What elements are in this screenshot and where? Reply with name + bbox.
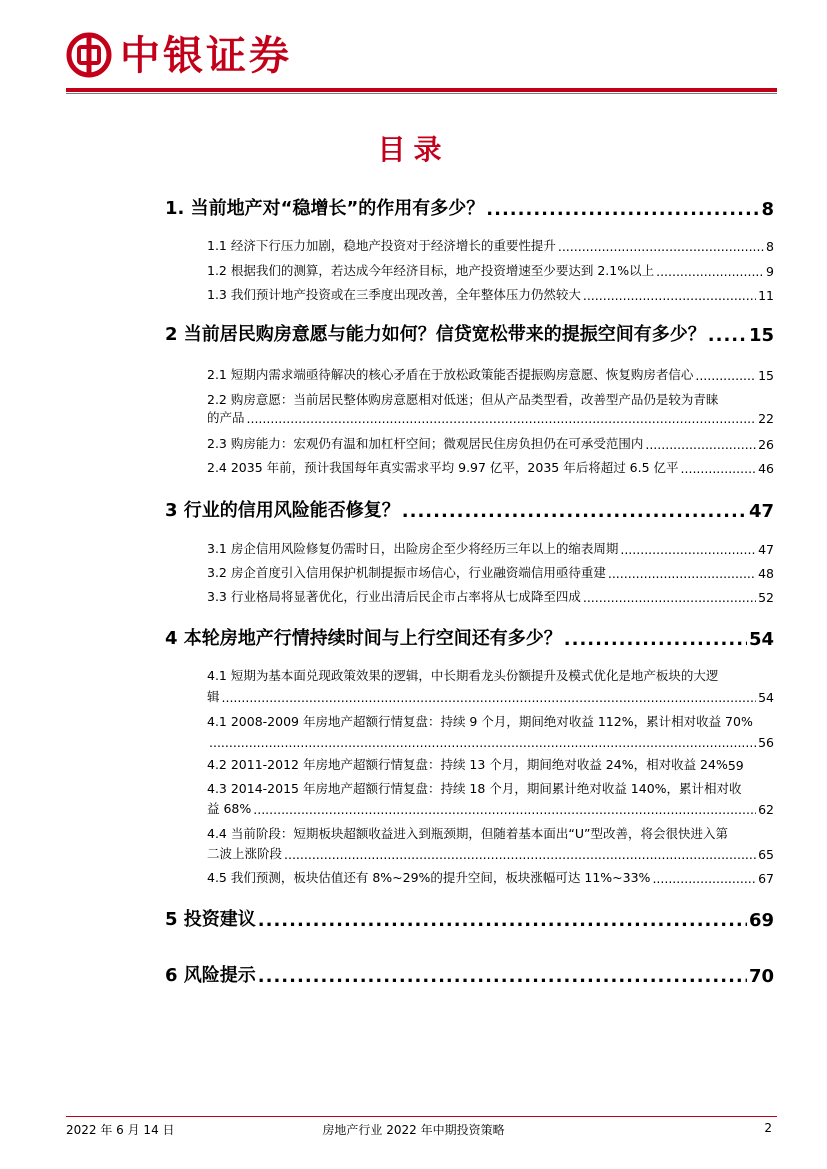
toc-item-title: 2.4 2035 年前，预计我国每年真实需求平均 9.97 亿平，2035 年后将超过 6.5 亿平 (207, 460, 679, 475)
toc-item-title: 1.2 根据我们的测算，若达成今年经济目标，地产投资增速至少要达到 2.1%以上 (207, 263, 655, 278)
dot-leader (583, 590, 756, 605)
toc-section-title: 6 风险提示 (165, 965, 256, 986)
toc-item-title: 3.1 房企信用风险修复仍需时日，出险房企至少将经历三年以上的缩表周期 (207, 541, 619, 556)
toc-section-1[interactable] (165, 196, 774, 220)
dot-leader (695, 368, 756, 383)
bank-of-china-logo-icon (66, 32, 112, 78)
toc-item-4-1b[interactable] (207, 732, 774, 750)
dot-leader (402, 501, 747, 522)
toc-page-number: 67 (758, 871, 774, 886)
toc-item-2-3[interactable] (207, 434, 774, 452)
toc-page-number: 11 (758, 288, 774, 303)
toc-item-title: 辑 (207, 689, 220, 704)
toc-item-title: 2.1 短期内需求端亟待解决的核心矛盾在于放松政策能否提振购房意愿、恢复购房者信心 (207, 367, 694, 382)
toc-item-4-1a-line1[interactable]: 4.1 短期为基本面兑现政策效果的逻辑，中长期看龙头份额提升及模式优化是地产板块的大逻 (207, 668, 719, 683)
dot-leader (708, 325, 747, 346)
toc-item-1-1[interactable] (207, 236, 774, 254)
toc-item-1-3[interactable] (207, 285, 774, 303)
footer-doc-title: 房地产行业 2022 年中期投资策略 (322, 1123, 505, 1137)
toc-page-number: 48 (758, 566, 774, 581)
toc-page-number: 54 (758, 690, 774, 705)
dot-leader (583, 288, 756, 303)
toc-title: 目录 (377, 133, 450, 166)
toc-item-2-2-line1[interactable]: 2.2 购房意愿：当前居民整体购房意愿相对低迷；但从产品类型看，改善型产品仍是较为青睐 (207, 392, 719, 407)
dot-leader (656, 264, 764, 279)
toc-item-3-3[interactable] (207, 587, 774, 605)
header-rule-thin (66, 93, 777, 94)
toc-section-title: 1. 当前地产对“稳增长”的作用有多少？ (165, 198, 485, 219)
page-header (66, 28, 777, 90)
footer-page-number: 2 (764, 1121, 772, 1135)
toc-item-2-4[interactable] (207, 458, 774, 476)
toc-item-4-1b-line1[interactable]: 4.1 2008-2009 年房地产超额行情复盘：持续 9 个月，期间绝对收益 112%，累计相对收益 70% (207, 714, 753, 729)
toc-page-number: 9 (766, 264, 774, 279)
toc-page-number: 65 (758, 847, 774, 862)
toc-item-title: 的产品 (207, 410, 245, 425)
dot-leader (253, 802, 756, 817)
toc-item-title: 3.3 行业格局将显著优化，行业出清后民企市占率将从七成降至四成 (207, 589, 581, 604)
toc-item-1-2[interactable] (207, 261, 774, 279)
toc-item-3-1[interactable] (207, 539, 774, 557)
dot-leader (564, 629, 747, 650)
footer-date: 2022 年 6 月 14 日 (66, 1123, 175, 1137)
dot-leader (258, 910, 747, 931)
toc-section-title: 3 行业的信用风险能否修复？ (165, 500, 400, 521)
dot-leader (608, 566, 756, 581)
brand-name: 中银证券 (120, 32, 292, 79)
dot-leader (258, 966, 747, 987)
toc-item-4-2[interactable] (207, 755, 774, 773)
dot-leader (247, 411, 757, 426)
toc-item-title: 4.5 我们预测，板块估值还有 8%~29%的提升空间，板块涨幅可达 11%~33% (207, 870, 651, 885)
toc-page-number: 70 (748, 966, 774, 987)
dot-leader (222, 690, 757, 705)
toc-item-title: 1.3 我们预计地产投资或在三季度出现改善，全年整体压力仍然较大 (207, 287, 581, 302)
toc-item-2-1[interactable] (207, 365, 774, 383)
toc-page-number: 47 (748, 501, 774, 522)
footer-rule (66, 1116, 777, 1117)
toc-item-title: 益 68% (207, 801, 252, 816)
dot-leader (681, 461, 757, 476)
dot-leader (558, 239, 764, 254)
toc-item-2-2[interactable] (207, 408, 774, 426)
toc-item-title: 4.2 2011-2012 年房地产超额行情复盘：持续 13 个月，期间绝对收益 24%，相对收益 24% (207, 757, 728, 772)
dot-leader (209, 735, 756, 750)
toc-page-number: 46 (758, 461, 774, 476)
toc-item-title: 二波上涨阶段 (207, 846, 283, 861)
toc-section-title: 4 本轮房地产行情持续时间与上行空间还有多少？ (165, 628, 562, 649)
toc-page-number: 59 (727, 758, 744, 773)
dot-leader (620, 542, 756, 557)
toc-page-number: 69 (748, 910, 774, 931)
toc-section-4[interactable] (165, 626, 774, 650)
toc-page-number: 8 (766, 239, 774, 254)
toc-item-title: 3.2 房企首度引入信用保护机制提振市场信心，行业融资端信用亟待重建 (207, 565, 606, 580)
toc-page-number: 22 (758, 411, 774, 426)
toc-page-number: 56 (758, 735, 774, 750)
toc-item-4-4-line1[interactable]: 4.4 当前阶段：短期板块超额收益进入到瓶颈期，但随着基本面出“U”型改善，将会很快进入第 (207, 826, 728, 841)
toc-section-title: 5 投资建议 (165, 909, 256, 930)
dot-leader (486, 199, 759, 220)
toc-page-number: 54 (748, 629, 774, 650)
toc-section-2[interactable] (165, 322, 774, 346)
dot-leader (652, 871, 756, 886)
toc-page-number: 8 (761, 199, 774, 220)
toc-item-4-3[interactable] (207, 799, 774, 817)
toc-page-number: 62 (758, 802, 774, 817)
toc-page-number: 47 (758, 542, 774, 557)
toc-page-number: 15 (758, 368, 774, 383)
toc-item-4-3-line1[interactable]: 4.3 2014-2015 年房地产超额行情复盘：持续 18 个月，期间累计绝对收益 140%，累计相对收 (207, 781, 742, 796)
toc-item-4-1a[interactable] (207, 687, 774, 705)
toc-page-number: 15 (748, 325, 774, 346)
toc-item-title: 2.3 购房能力：宏观仍有温和加杠杆空间；微观居民住房负担仍在可承受范围内 (207, 436, 644, 451)
dot-leader (645, 437, 756, 452)
toc-section-title: 2 当前居民购房意愿与能力如何？信贷宽松带来的提振空间有多少？ (165, 324, 706, 345)
toc-item-title: 1.1 经济下行压力加剧，稳地产投资对于经济增长的重要性提升 (207, 238, 556, 253)
toc-item-4-4[interactable] (207, 844, 774, 862)
toc-item-4-5[interactable] (207, 868, 774, 886)
toc-page-number: 52 (758, 590, 774, 605)
toc-item-3-2[interactable] (207, 563, 774, 581)
toc-section-6[interactable] (165, 963, 774, 987)
dot-leader (284, 847, 756, 862)
header-rule (66, 88, 777, 92)
toc-section-3[interactable] (165, 498, 774, 522)
toc-section-5[interactable] (165, 907, 774, 931)
toc-page-number: 26 (758, 437, 774, 452)
